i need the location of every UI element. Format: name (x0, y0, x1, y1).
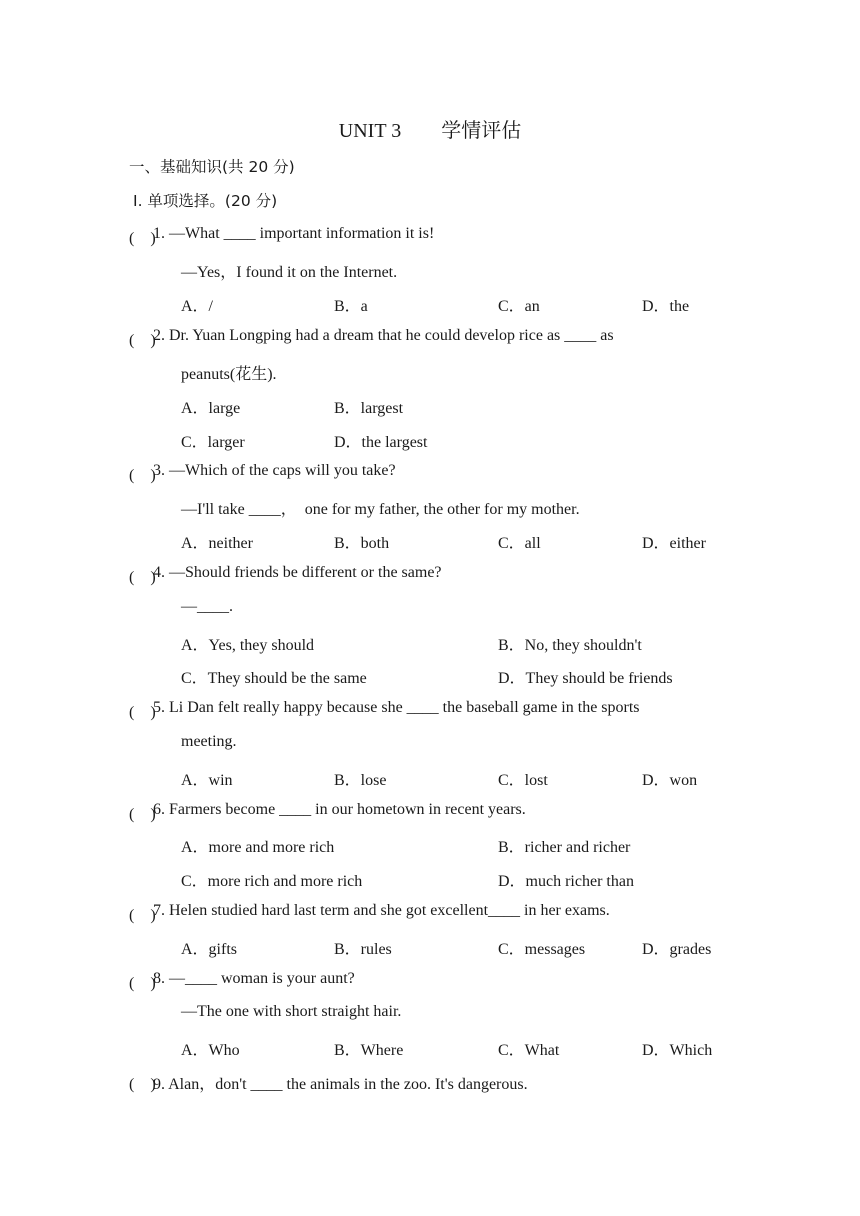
part-heading: Ⅰ. 单项选择。(20 分) (133, 192, 278, 210)
option-a: A．gifts (181, 941, 238, 958)
option-b: B．lose (334, 772, 387, 789)
question-text: 3. —Which of the caps will you take? (153, 462, 396, 479)
answer-blank[interactable]: ( ) (129, 230, 156, 247)
question-text: 5. Li Dan felt really happy because she ____ the baseball game in the sports (153, 699, 640, 716)
option-c: C．more rich and more rich (181, 873, 363, 890)
option-b: B．largest (334, 400, 404, 417)
option-a: A．neither (181, 535, 253, 552)
question-text: 7. Helen studied hard last term and she got excellent____ in her exams. (153, 902, 610, 919)
option-c: C．an (498, 298, 540, 315)
question-text: 2. Dr. Yuan Longping had a dream that he could develop rice as ____ as (153, 327, 614, 344)
question-text: 9. Alan，don't ____ the animals in the zoo. It's dangerous. (153, 1076, 528, 1093)
question-text-cont: —____. (181, 598, 233, 615)
option-b: B．No, they shouldn't (498, 637, 642, 654)
question-text-cont: peanuts(花生). (181, 366, 277, 383)
answer-blank[interactable]: ( ) (129, 704, 156, 721)
option-b: B．a (334, 298, 368, 315)
option-d: D．won (642, 772, 698, 789)
option-c: C．larger (181, 434, 245, 451)
option-a: A．/ (181, 298, 214, 315)
option-d: D．the largest (334, 434, 428, 451)
page-title: UNIT 3 学情评估 (338, 120, 522, 142)
option-b: B．rules (334, 941, 392, 958)
answer-blank[interactable]: ( ) (129, 907, 156, 924)
question-text-cont: —The one with short straight hair. (181, 1003, 402, 1020)
option-b: B．richer and richer (498, 839, 631, 856)
question-text: 1. —What ____ important information it is! (153, 225, 435, 242)
option-b: B．Where (334, 1042, 404, 1059)
option-a: A．Who (181, 1042, 240, 1059)
question-text-cont: —I'll take ____， one for my father, the other for my mother. (181, 501, 580, 518)
question-text: 8. —____ woman is your aunt? (153, 970, 355, 987)
answer-blank[interactable]: ( ) (129, 569, 156, 586)
question-text-cont: meeting. (181, 733, 237, 750)
question-text: 6. Farmers become ____ in our hometown in recent years. (153, 801, 526, 818)
option-d: D．either (642, 535, 706, 552)
option-b: B．both (334, 535, 390, 552)
question-text-cont: —Yes，I found it on the Internet. (181, 264, 398, 281)
option-a: A．win (181, 772, 233, 789)
option-c: C．What (498, 1042, 560, 1059)
option-c: C．messages (498, 941, 586, 958)
option-d: D．much richer than (498, 873, 634, 890)
option-a: A．Yes, they should (181, 637, 315, 654)
answer-blank[interactable]: ( ) (129, 467, 156, 484)
option-c: C．lost (498, 772, 548, 789)
option-c: C．all (498, 535, 541, 552)
option-d: D．the (642, 298, 690, 315)
answer-blank[interactable]: ( ) (129, 332, 156, 349)
option-d: D．grades (642, 941, 712, 958)
answer-blank[interactable]: ( ) (129, 806, 156, 823)
answer-blank[interactable]: ( ) (129, 1076, 156, 1093)
option-a: A．large (181, 400, 241, 417)
option-d: D．They should be friends (498, 670, 673, 687)
option-c: C．They should be the same (181, 670, 367, 687)
question-text: 4. —Should friends be different or the same? (153, 564, 442, 581)
option-a: A．more and more rich (181, 839, 335, 856)
answer-blank[interactable]: ( ) (129, 975, 156, 992)
option-d: D．Which (642, 1042, 713, 1059)
section-heading: 一、基础知识(共 20 分) (129, 158, 295, 176)
